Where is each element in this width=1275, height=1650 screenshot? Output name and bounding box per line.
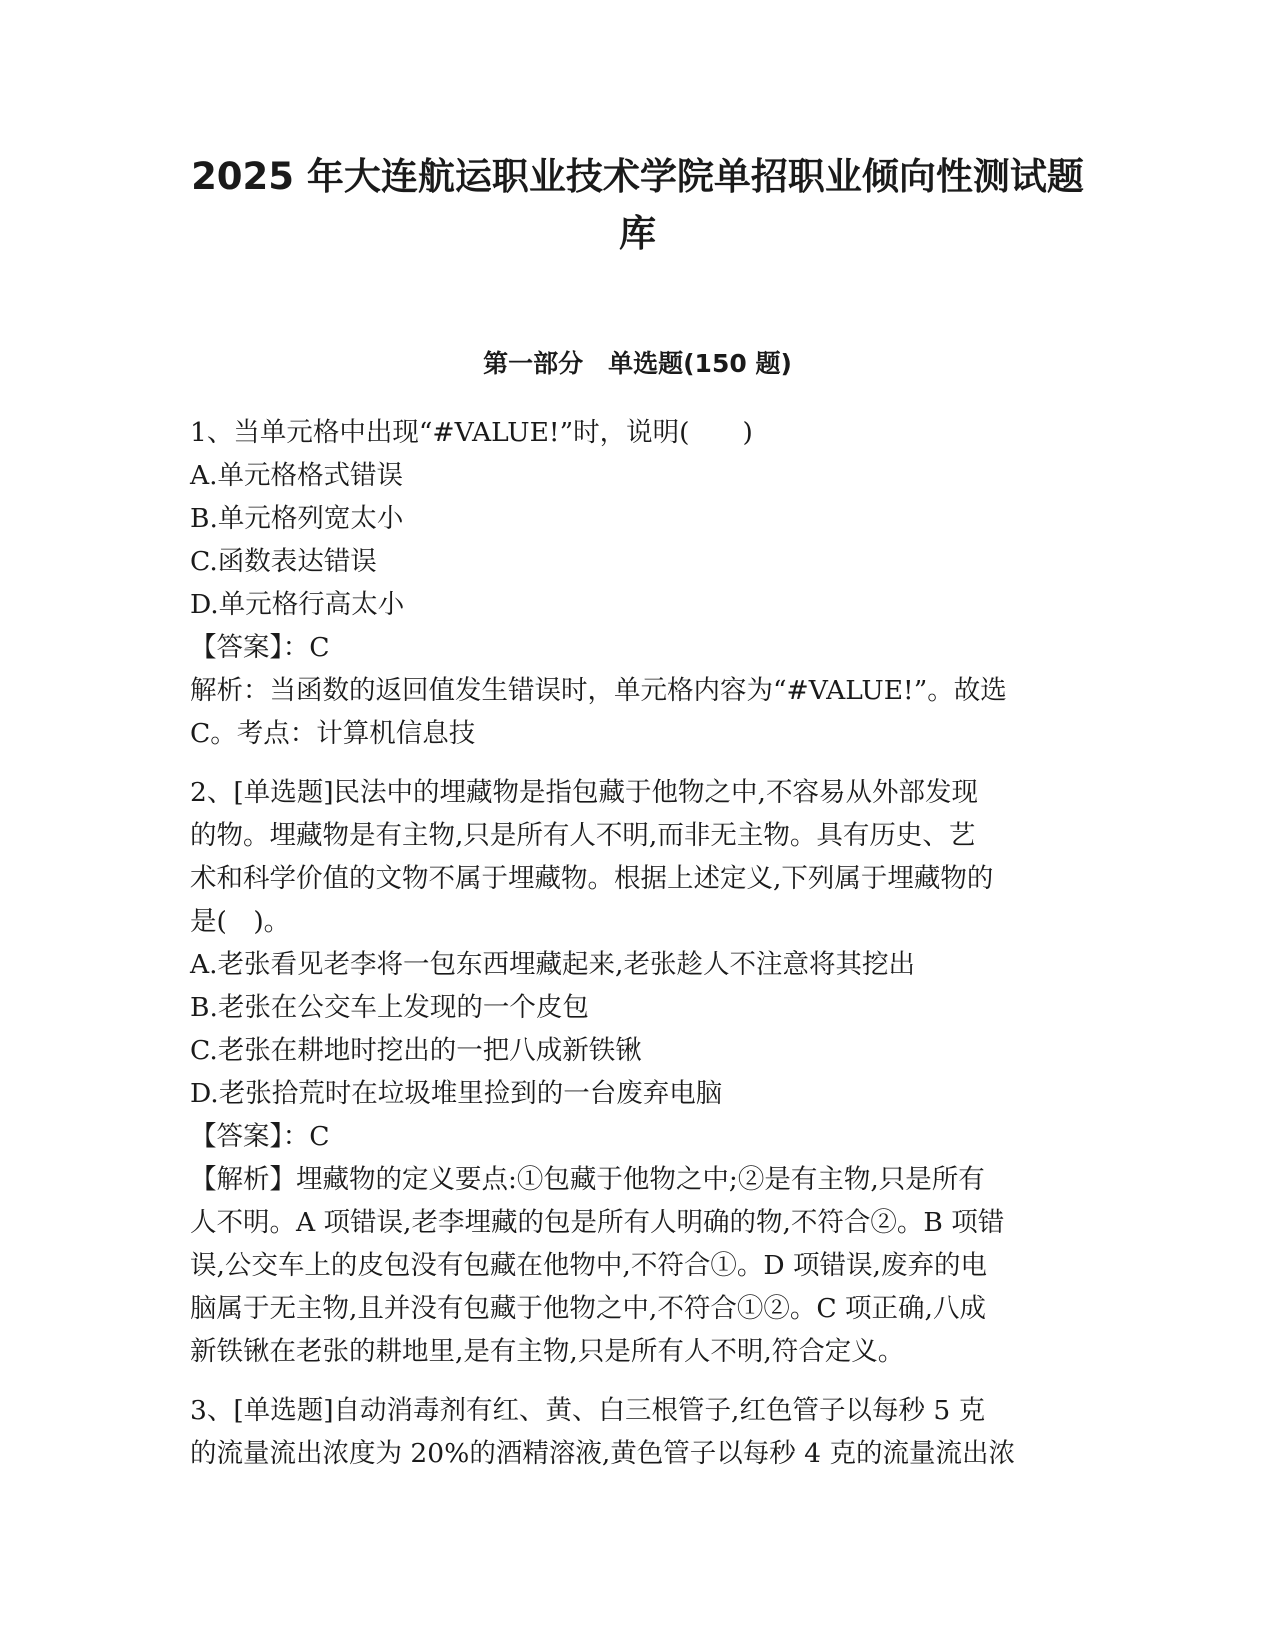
- option-b: B.单元格列宽太小: [190, 503, 404, 534]
- answer-line: 【答案】：C: [190, 1121, 330, 1152]
- question-item: [190, 1389, 1080, 1475]
- question-stem: 的流量流出浓度为 20%的酒精溶液,黄色管子以每秒 4 克的流量流出浓: [190, 1438, 1015, 1469]
- question-stem: 3、[单选题]自动消毒剂有红、黄、白三根管子,红色管子以每秒 5 克: [190, 1395, 986, 1426]
- option-d: D.老张拾荒时在垃圾堆里捡到的一台废弃电脑: [190, 1078, 723, 1109]
- title-line: 库: [619, 212, 656, 255]
- option-c: C.函数表达错误: [190, 546, 377, 577]
- analysis-line: 误,公交车上的皮包没有包藏在他物中,不符合①。D 项错误,废弃的电: [190, 1250, 987, 1281]
- question-stem: 2、[单选题]民法中的埋藏物是指包藏于他物之中,不容易从外部发现: [190, 777, 978, 808]
- question-stem: 是( )。: [190, 906, 291, 937]
- question-item: [190, 771, 1080, 1373]
- question-stem: 术和科学价值的文物不属于埋藏物。根据上述定义,下列属于埋藏物的: [190, 863, 994, 894]
- question-stem: 的物。埋藏物是有主物,只是所有人不明,而非无主物。具有历史、艺: [190, 820, 976, 851]
- analysis-line: 脑属于无主物,且并没有包藏于他物之中,不符合①②。C 项正确,八成: [190, 1293, 986, 1324]
- option-a: A.单元格格式错误: [190, 460, 404, 491]
- document-title: [170, 148, 1105, 262]
- analysis-line: C。考点：计算机信息技: [190, 718, 476, 749]
- question-item: [190, 411, 1080, 755]
- analysis-line: 【解析】埋藏物的定义要点:①包藏于他物之中;②是有主物,只是所有: [190, 1164, 985, 1195]
- analysis-line: 解析：当函数的返回值发生错误时，单元格内容为“#VALUE!”。故选: [190, 675, 1007, 706]
- analysis-line: 新铁锹在老张的耕地里,是有主物,只是所有人不明,符合定义。: [190, 1336, 905, 1367]
- title-line: 2025 年大连航运职业技术学院单招职业倾向性测试题: [191, 155, 1084, 198]
- option-c: C.老张在耕地时挖出的一把八成新铁锹: [190, 1035, 642, 1066]
- answer-line: 【答案】：C: [190, 632, 330, 663]
- analysis-line: 人不明。A 项错误,老李埋藏的包是所有人明确的物,不符合②。B 项错: [190, 1207, 1005, 1238]
- questions-list: [190, 411, 1080, 1491]
- option-a: A.老张看见老李将一包东西埋藏起来,老张趁人不注意将其挖出: [190, 949, 915, 980]
- option-d: D.单元格行高太小: [190, 589, 405, 620]
- question-stem: 1、当单元格中出现“#VALUE!”时，说明( ): [190, 417, 753, 448]
- section-heading: 第一部分 单选题(150 题): [483, 349, 792, 378]
- option-b: B.老张在公交车上发现的一个皮包: [190, 992, 589, 1023]
